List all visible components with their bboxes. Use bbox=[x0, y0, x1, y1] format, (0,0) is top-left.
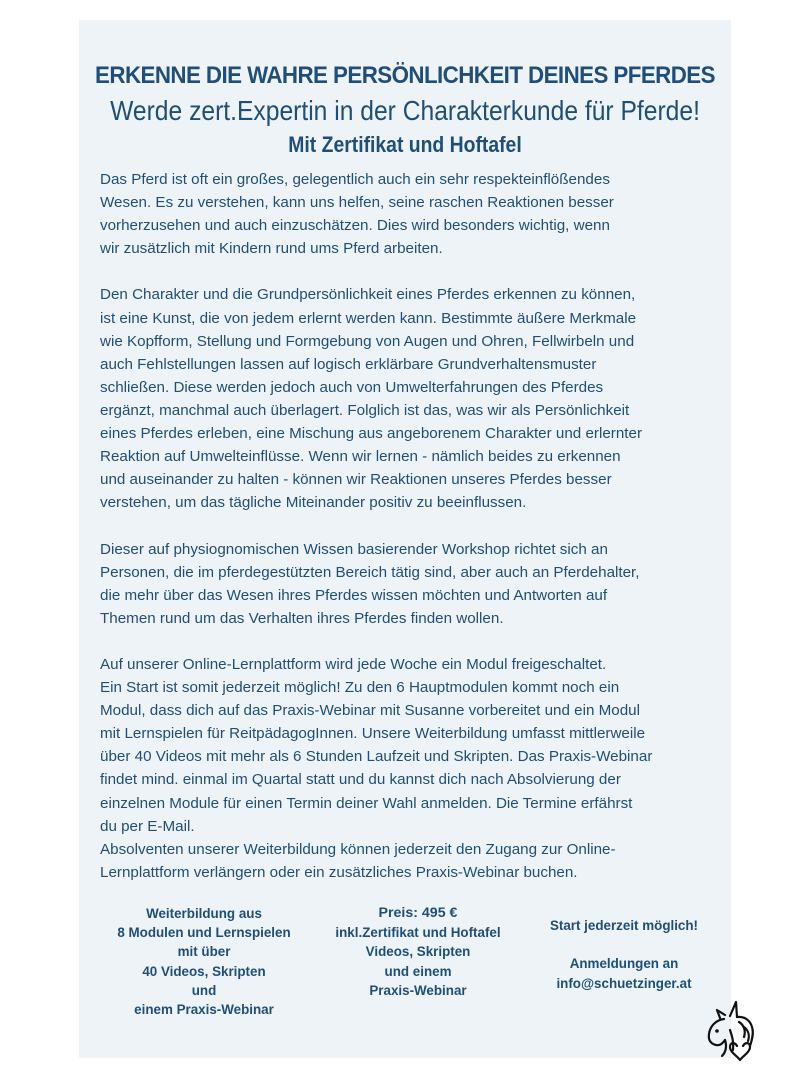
paragraph-gap bbox=[100, 260, 720, 283]
body-line: einzelnen Module für einen Termin deiner Wahl anmelden. Die Termine erfährst bbox=[100, 794, 633, 812]
course-info-line: einem Praxis-Webinar bbox=[134, 1002, 274, 1018]
body-line: wir zusätzlich mit Kindern rund ums Pferd arbeiten. bbox=[100, 240, 443, 258]
body-line: Auf unserer Online-Lernplattform wird jede Woche ein Modul freigeschaltet. bbox=[100, 655, 607, 673]
registration-column bbox=[528, 916, 720, 993]
body-line: ist eine Kunst, die von jedem erlernt werden kann. Bestimmte äußere Merkmale bbox=[100, 309, 637, 327]
course-info-line: 40 Videos, Skripten bbox=[142, 963, 266, 979]
body-line: Ein Start ist somit jederzeit möglich! Zu den 6 Hauptmodulen kommt noch ein bbox=[100, 679, 620, 697]
body-line: Modul, dass dich auf das Praxis-Webinar mit Susanne vorbereitet und ein Modul bbox=[100, 702, 641, 720]
body-line: ergänzt, manchmal auch überlagert. Folglich ist das, was wir als Persönlichkeit bbox=[100, 401, 630, 419]
price-column bbox=[312, 904, 524, 1000]
body-line: du per E-Mail. bbox=[100, 817, 195, 835]
body-line: verstehen, um das tägliche Miteinander positiv zu beeinflussen. bbox=[100, 494, 527, 512]
body-line: Themen rund um das Verhalten ihres Pferdes finden wollen. bbox=[100, 609, 504, 627]
body-line: wie Kopfform, Stellung und Formgebung von Augen und Ohren, Fellwirbeln und bbox=[100, 332, 635, 350]
body-line: vorherzusehen und auch einzuschätzen. Dies wird besonders wichtig, wenn bbox=[100, 217, 610, 235]
body-line: schließen. Diese werden jedoch auch von Umwelterfahrungen des Pferdes bbox=[100, 378, 604, 396]
page-subtitle: Werde zert.Expertin in der Charakterkunde für Pferde! bbox=[110, 95, 700, 126]
course-info-line: Weiterbildung aus bbox=[146, 906, 262, 921]
price-info-line: Videos, Skripten bbox=[365, 944, 471, 960]
body-line: Dieser auf physiognomischen Wissen basierender Workshop richtet sich an bbox=[100, 540, 608, 558]
body-line: und auseinander zu halten - können wir Reaktionen unseres Pferdes besser bbox=[100, 471, 612, 489]
email-link[interactable]: info@schuetzinger.at bbox=[556, 975, 692, 991]
unicorn-heart-icon bbox=[700, 1000, 762, 1066]
price-info-line: inkl.Zertifikat und Hoftafel bbox=[335, 925, 501, 941]
price-info-line: und einem bbox=[384, 963, 452, 979]
course-info-line: mit über bbox=[177, 944, 231, 960]
paragraph-gap bbox=[100, 514, 720, 537]
body-line: Das Pferd ist oft ein großes, gelegentlich auch ein sehr respekteinflößendes bbox=[100, 171, 610, 188]
body-line: findet mind. einmal im Quartal statt und du kannst dich nach Absolvierung der bbox=[100, 771, 621, 789]
body-line: die mehr über das Wesen ihres Pferdes wissen möchten und Antworten auf bbox=[100, 586, 608, 604]
body-line: auch Fehlstellungen lassen auf logisch erklärbare Grundverhaltensmuster bbox=[100, 355, 597, 373]
start-info: Start jederzeit möglich! bbox=[549, 918, 699, 933]
body-line: eines Pferdes erleben, eine Mischung aus angeborenem Charakter und erlernter bbox=[100, 425, 643, 443]
body-line: mit Lernspielen für ReitpädagogInnen. Unsere Weiterbildung umfasst mittlerweile bbox=[100, 725, 646, 743]
column-gap bbox=[528, 935, 720, 954]
body-line: Wesen. Es zu verstehen, kann uns helfen, seine raschen Reaktionen besser bbox=[100, 194, 614, 212]
paragraph-gap bbox=[100, 630, 720, 653]
price-info-line: Praxis-Webinar bbox=[369, 982, 467, 998]
course-info-line: und bbox=[191, 982, 217, 998]
body-line: Personen, die im pferdegestützten Bereich tätig sind, aber auch an Pferdehalter, bbox=[100, 563, 640, 581]
registration-label: Anmeldungen an bbox=[569, 956, 679, 972]
body-line: Lernplattform verlängern oder ein zusätzliches Praxis-Webinar buchen. bbox=[100, 863, 578, 881]
price-label: Preis: 495 € bbox=[378, 905, 458, 921]
body-line: Absolventen unserer Weiterbildung können jederzeit den Zugang zur Online- bbox=[100, 840, 616, 858]
body-line: Den Charakter und die Grundpersönlichkeit eines Pferdes erkennen zu können, bbox=[100, 286, 636, 304]
body-line: Reaktion auf Umwelteinflüsse. Wenn wir lernen - nämlich beides zu erkennen bbox=[100, 448, 621, 466]
body-line: über 40 Videos mit mehr als 6 Stunden Laufzeit und Skripten. Das Praxis-Webinar bbox=[100, 748, 653, 766]
course-info-line: 8 Modulen und Lernspielen bbox=[117, 925, 291, 941]
body-text bbox=[100, 168, 720, 884]
course-info-column bbox=[98, 904, 310, 1019]
page-title: ERKENNE DIE WAHRE PERSÖNLICHKEIT DEINES PFERDES bbox=[95, 62, 715, 89]
page-tagline: Mit Zertifikat und Hoftafel bbox=[288, 132, 522, 157]
